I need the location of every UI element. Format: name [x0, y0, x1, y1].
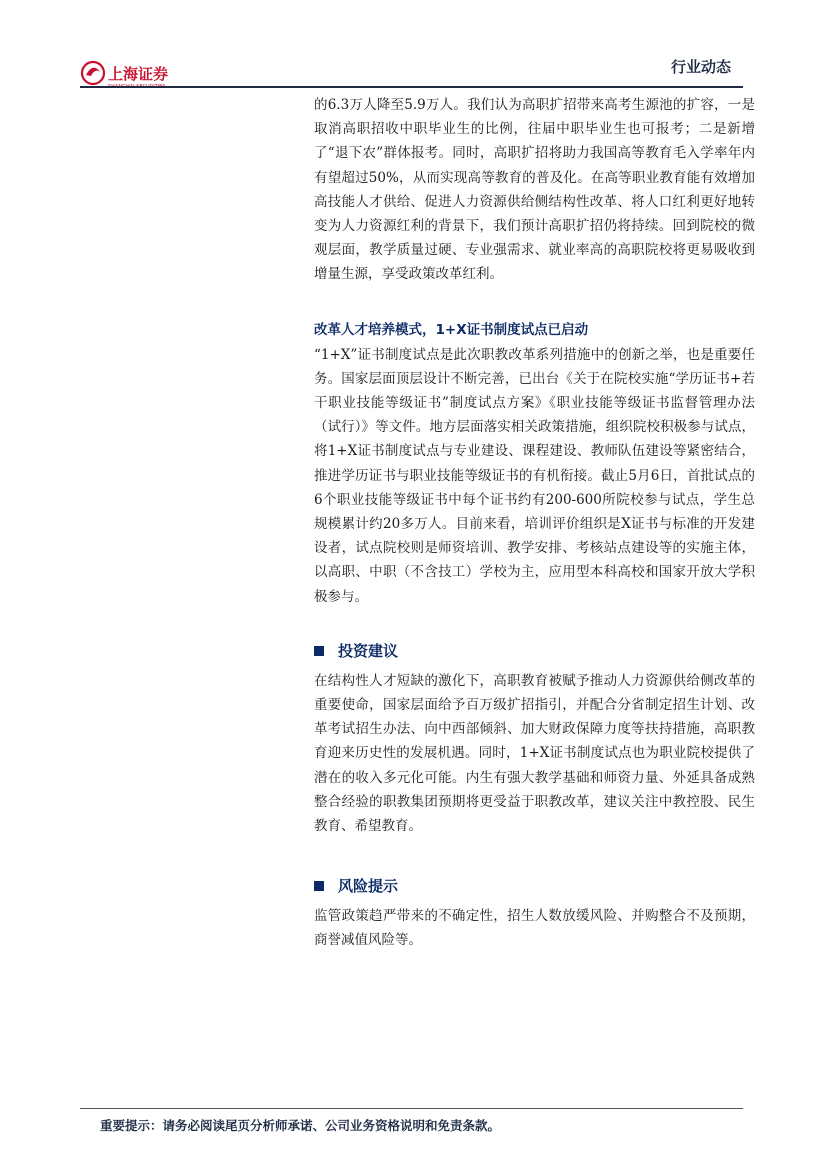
section-heading-risk-label: 风险提示 — [338, 877, 399, 896]
section-heading-invest — [314, 639, 755, 663]
footer-disclaimer: 重要提示：请务必阅读尾页分析师承诺、公司业务资格说明和免责条款。 — [100, 1118, 501, 1133]
subheading-1x-certificate: 改革人才培养模式，1+X证书制度试点已启动 — [314, 321, 589, 338]
body-paragraph-1: 的6.3万人降至5.9万人。我们认为高职扩招带来高考生源池的扩容，一是取消高职招收中职毕业生的比例，往届中职毕业生也可报考；二是新增了“退下农”群体报考。同时，高职扩招将助力我国高等教育毛入学率年内有望超过50%，从而实现高等教育的普及化。在高等职业教育能有效增加高技能人才供给、促进人力资源供给侧结构性改革、将人口红利更好地转变为人力资源红利的背景下，我们预计高职扩招仍将持续。回到院校的微观层面，教学质量过硬、专业强需求、就业率高的高职院校将更易吸收到增量生源，享受政策改革红利。 — [314, 97, 755, 283]
section-heading-invest-label: 投资建议 — [338, 641, 399, 660]
invest-paragraph: 在结构性人才短缺的激化下，高职教育被赋予推动人力资源供给侧改革的重要使命，国家层面给予百万级扩招指引，并配合分省制定招生计划、改革考试招生办法、向中西部倾斜、加大财政保障力度等扶持措施，高职教育迎来历史性的发展机遇。同时，1+X证书制度试点也为职业院校提供了潜在的收入多元化可能。内生有强大教学基础和师资力量、外延具备成熟整合经验的职教集团预期将更受益于职教改革，建议关注中教控股、民生教育、希望教育。 — [314, 672, 755, 835]
logo-subtext: SHANGHAI SECURITIES — [108, 84, 166, 90]
header-divider — [80, 86, 743, 88]
square-bullet-icon — [314, 646, 324, 656]
body-paragraph-2: “1+X”证书制度试点是此次职教改革系列措施中的创新之举，也是重要任务。国家层面顶层设计不断完善，已出台《关于在院校实施“学历证书+若干职业技能等级证书”制度试点方案》《职业技能等级证书监督管理办法（试行）》等文件。地方层面落实相关政策措施，组织院校积极参与试点，将1+X证书制度试点与专业建设、课程建设、教师队伍建设等紧密结合，推进学历证书与职业技能等级证书的有机衔接。截止5月6日，首批试点的6个职业技能等级证书中每个证书约有200-600所院校参与试点，学生总规模累计约20多万人。目前来看，培训评价组织是X证书与标准的开发建设者，试点院校则是师资培训、教学安排、考核站点建设等的实施主体，以高职、中职（不含技工）学校为主，应用型本科高校和国家开放大学积极参与。 — [314, 346, 755, 605]
main-content — [314, 93, 755, 953]
risk-paragraph: 监管政策趋严带来的不确定性，招生人数放缓风险、并购整合不及预期，商誉减值风险等。 — [314, 908, 755, 949]
section-heading-risk — [314, 874, 755, 898]
footer-divider — [80, 1108, 743, 1109]
section-label: 行业动态 — [670, 58, 731, 76]
square-bullet-icon — [314, 881, 324, 891]
logo-text: 上海证券 — [108, 65, 169, 83]
